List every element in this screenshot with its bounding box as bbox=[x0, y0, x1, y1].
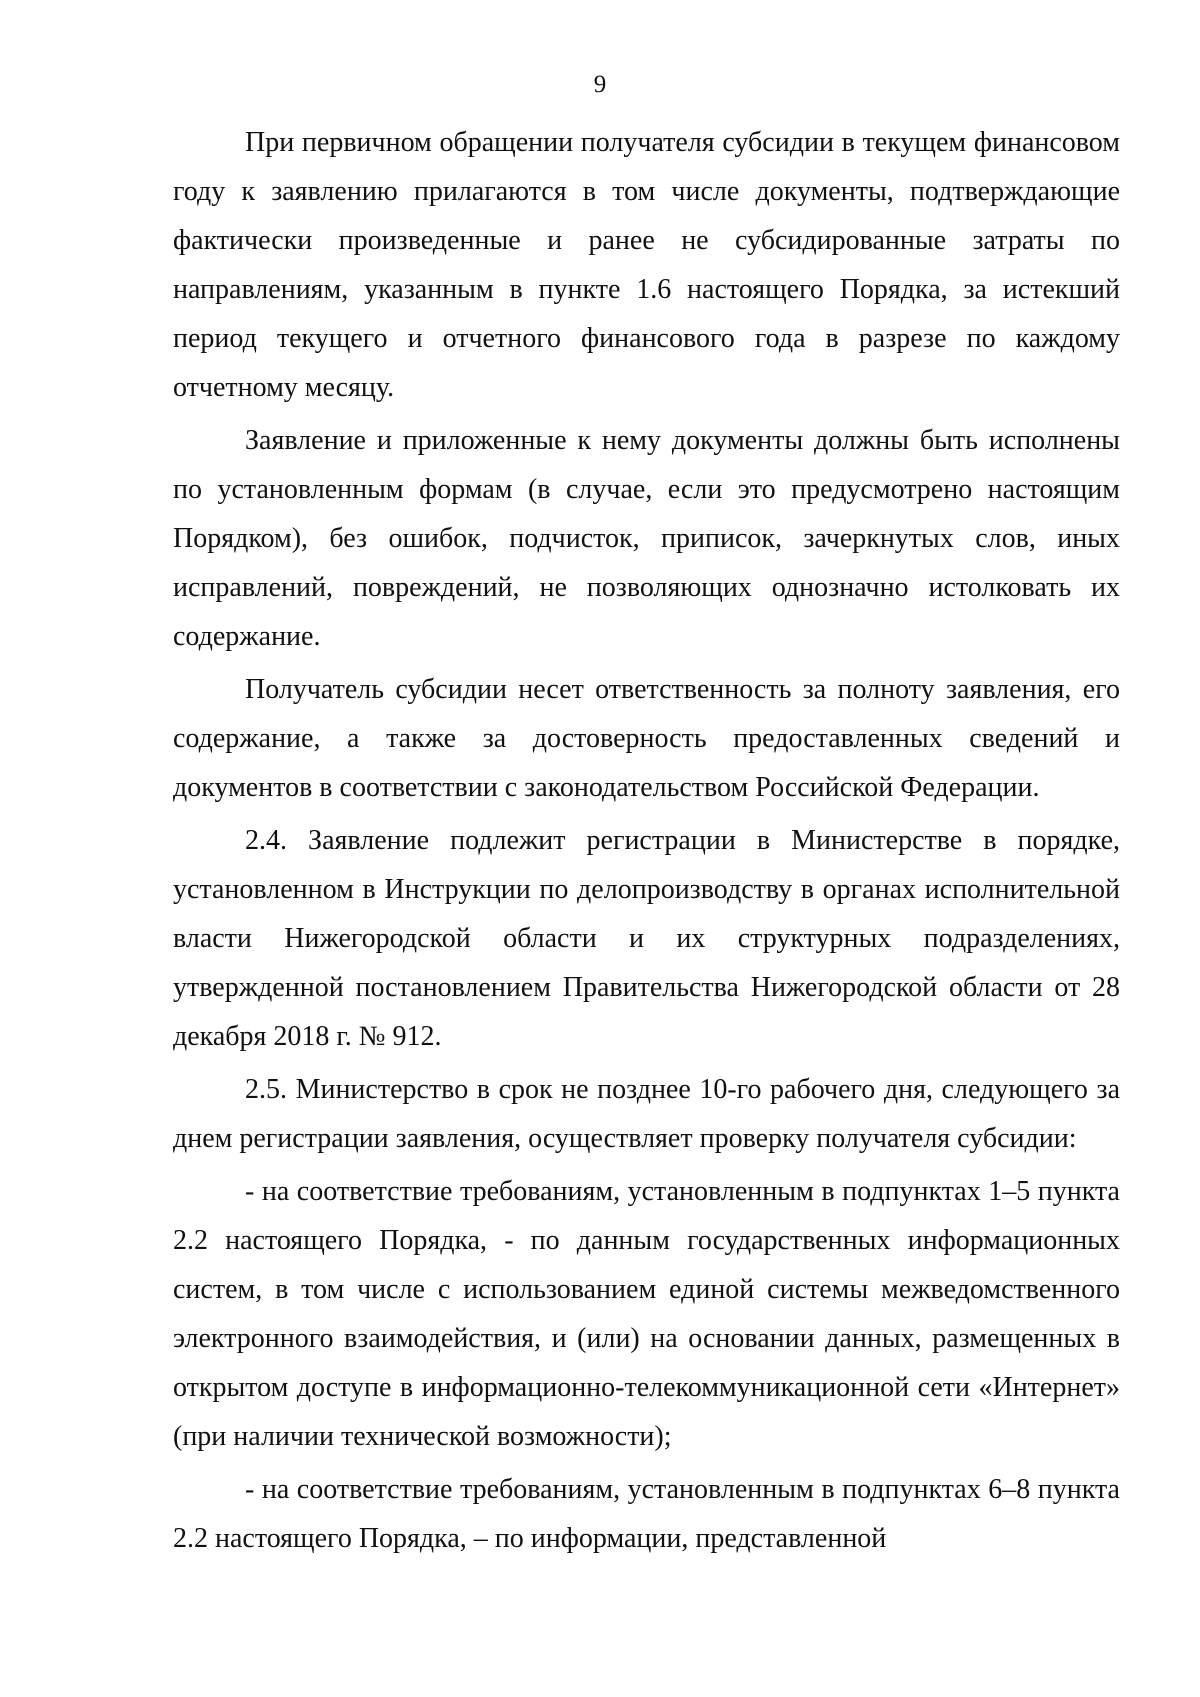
paragraph: 2.5. Министерство в срок не позднее 10-го рабочего дня, следующего за днем регистрации заявления, осуществляет проверку получателя субсидии: bbox=[173, 1074, 1120, 1154]
document-body bbox=[173, 118, 1120, 1567]
paragraph: 2.4. Заявление подлежит регистрации в Министерстве в порядке, установленном в Инструкции по делопроизводству в органах исполнительной власти Нижегородской области и их структурных подразделениях, утвержденной постановлением Правительства Нижегородской области от 28 декабря 2018 г. № 912. bbox=[173, 825, 1120, 1052]
paragraph: Заявление и приложенные к нему документы должны быть исполнены по установленным формам (в случае, если это предусмотрено настоящим Порядком), без ошибок, подчисток, приписок, зачеркнутых слов, иных исправлений, повреждений, не позволяющих однозначно истолковать их содержание. bbox=[173, 425, 1120, 652]
paragraph: - на соответствие требованиям, установленным в подпунктах 6–8 пункта 2.2 настоящего Порядка, – по информации, представленной bbox=[173, 1474, 1120, 1554]
page-number: 9 bbox=[593, 71, 607, 98]
paragraph: При первичном обращении получателя субсидии в текущем финансовом году к заявлению прилагаются в том числе документы, подтверждающие фактически произведенные и ранее не субсидированные затраты по направлениям, указанным в пункте 1.6 настоящего Порядка, за истекший период текущего и отчетного финансового года в разрезе по каждому отчетному месяцу. bbox=[173, 127, 1120, 403]
paragraph: Получатель субсидии несет ответственность за полноту заявления, его содержание, а также за достоверность предоставленных сведений и документов в соответствии с законодательством Российской Федерации. bbox=[173, 674, 1120, 803]
paragraph: - на соответствие требованиям, установленным в подпунктах 1–5 пункта 2.2 настоящего Порядка, - по данным государственных информационных систем, в том числе с использованием единой системы межведомственного электронного взаимодействия, и (или) на основании данных, размещенных в открытом доступе в информационно-телекоммуникационной сети «Интернет» (при наличии технической возможности); bbox=[173, 1176, 1120, 1452]
